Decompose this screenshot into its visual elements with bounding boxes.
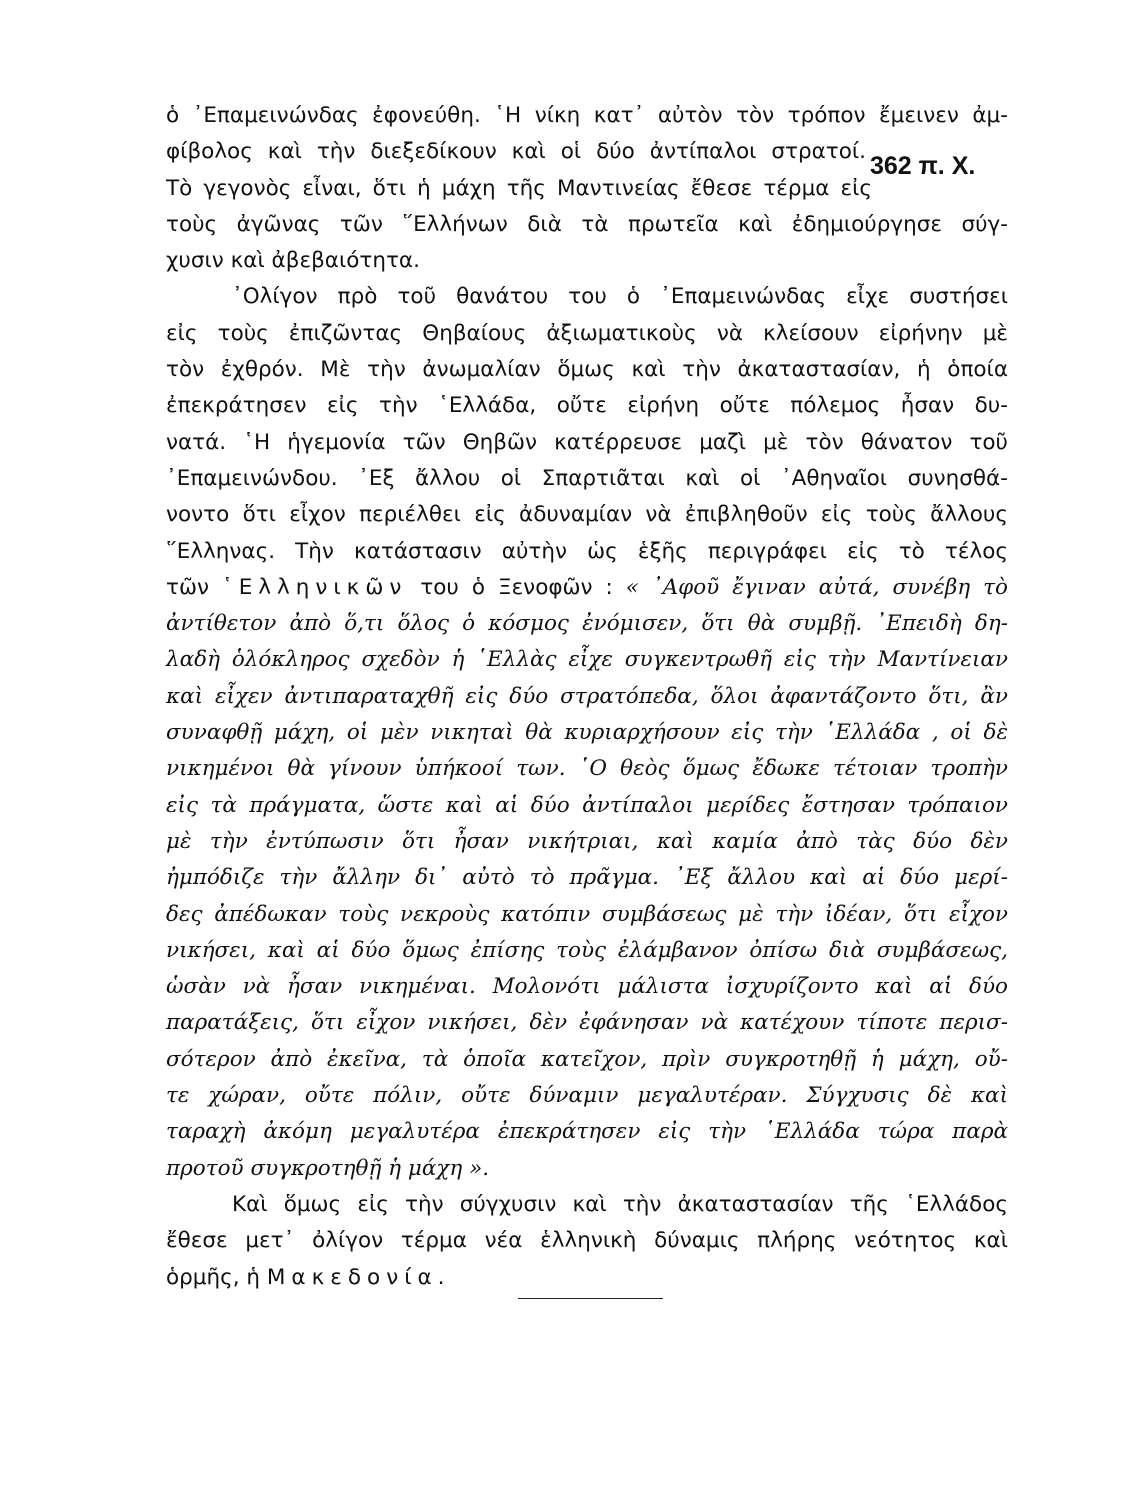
text-line: εἰς τοὺς ἐπιζῶντας Θηβαίους ἀξιωματικοὺς νὰ κλείσουν εἰρήνην μὲ xyxy=(166,320,1008,346)
quote-start: « ᾿Αφοῦ ἔγιναν αὐτά, συνέβη τὸ xyxy=(625,574,1008,600)
text-line: ᾿Ολίγον πρὸ τοῦ θανάτου του ὁ ᾿Επαμεινώνδας εἶχε συστήσει xyxy=(232,284,1008,310)
text-line: νατά. ῾Η ἡγεμονία τῶν Θηβῶν κατέρρευσε μαζὶ μὲ τὸν θάνατον τοῦ xyxy=(166,429,1008,455)
text-line: τὸν ἐχθρόν. Μὲ τὴν ἀνωμαλίαν ὅμως καὶ τὴν ἀκαταστασίαν, ἡ ὁποία xyxy=(166,357,1008,383)
quote-line: καὶ εἶχεν ἀντιπαραταχθῆ εἰς δύο στρατόπεδα, ὅλοι ἀφαντάζοντο ὅτι, ἂν xyxy=(166,683,1008,709)
quote-line: νικήσει, καὶ αἱ δύο ὅμως ἐπίσης τοὺς ἐλάμβανον ὀπίσω διὰ συμβάσεως, xyxy=(166,937,1008,963)
text-fragment: τῶν xyxy=(166,574,209,600)
text-fragment: ὁρμῆς, ἡ xyxy=(166,1264,261,1290)
quote-line: λαδὴ ὁλόκληρος σχεδὸν ἡ ῾Ελλὰς εἶχε συγκεντρωθῆ εἰς τὴν Μαντίνειαν xyxy=(166,647,1008,673)
quote-line: παρατάξεις, ὅτι εἶχον νικήσει, δὲν ἐφάνησαν νὰ κατέχουν τίποτε περισ- xyxy=(166,1010,1008,1036)
quote-line: ἀντίθετον ἀπὸ ὅ,τι ὅλος ὁ κόσμος ἐνόμισεν, ὅτι θὰ συμβῇ. ᾿Επειδὴ δη- xyxy=(166,611,1008,637)
quote-line: ταραχὴ ἀκόμη μεγαλυτέρα ἐπεκράτησεν εἰς τὴν ῾Ελλάδα τώρα παρὰ xyxy=(166,1119,1008,1145)
margin-date-note: 362 π. Χ. xyxy=(870,152,976,180)
spaced-title-hellenika: ῾Ελληνικῶν xyxy=(221,574,408,600)
text-line: Τὸ γεγονὸς εἶναι, ὅτι ἡ μάχη τῆς Μαντινείας ἔθεσε τέρμα εἰς xyxy=(166,175,872,201)
quote-line: μὲ τὴν ἐντύπωσιν ὅτι ἦσαν νικήτριαι, καὶ καμία ἀπὸ τὰς δύο δὲν xyxy=(166,828,1008,854)
quote-line: προτοῦ συγκροτηθῇ ἡ μάχη ». xyxy=(166,1155,490,1181)
end-rule-divider xyxy=(518,1298,663,1299)
text-fragment: του ὁ Ξενοφῶν : xyxy=(420,574,613,600)
text-line-final xyxy=(166,1260,1008,1296)
quote-line: τε χώραν, οὔτε πόλιν, οὔτε δύναμιν μεγαλυτέραν. Σύγχυσις δὲ καὶ xyxy=(166,1083,1008,1109)
quote-line: συναφθῇ μάχη, οἱ μὲν νικηταὶ θὰ κυριαρχήσουν εἰς τὴν ῾Ελλάδα , οἱ δὲ xyxy=(166,720,1008,746)
text-line: ὁ ᾿Επαμεινώνδας ἐφονεύθη. ῾Η νίκη κατ᾿ αὐτὸν τὸν τρόπον ἔμεινεν ἀμ- xyxy=(166,103,1008,128)
main-text xyxy=(166,98,1008,1296)
text-line: ἐπεκράτησεν εἰς τὴν ῾Ελλάδα, οὔτε εἰρήνη οὔτε πόλεμος ἦσαν δυ- xyxy=(166,393,1008,419)
text-line: χυσιν καὶ ἀβεβαιότητα. xyxy=(166,248,420,274)
text-line: τοὺς ἀγῶνας τῶν ῞Ελλήνων διὰ τὰ πρωτεῖα καὶ ἐδημιούργησε σύγ- xyxy=(166,211,1008,237)
text-line: ἔθεσε μετ᾿ ὀλίγον τέρμα νέα ἑλληνικὴ δύναμις πλήρης νεότητος καὶ xyxy=(166,1228,1008,1254)
text-line: νοντο ὅτι εἶχον περιέλθει εἰς ἀδυναμίαν νὰ ἐπιβληθοῦν εἰς τοὺς ἄλλους xyxy=(166,502,1008,528)
quote-line: δες ἀπέδωκαν τοὺς νεκροὺς κατόπιν συμβάσεως μὲ τὴν ἰδέαν, ὅτι εἶχον xyxy=(166,901,1008,927)
text-line: φίβολος καὶ τὴν διεξεδίκουν καὶ οἱ δύο ἀντίπαλοι στρατοί. xyxy=(166,139,866,165)
quote-line: σότερον ἀπὸ ἐκεῖνα, τὰ ὁποῖα κατεῖχον, πρὶν συγκροτηθῇ ἡ μάχη, οὔ- xyxy=(166,1046,1008,1072)
text-line-hellenika xyxy=(166,570,1008,606)
quote-line: νικημένοι θὰ γίνουν ὑπήκοοί των. ῾Ο θεὸς ὅμως ἔδωκε τέτοιαν τροπὴν xyxy=(166,756,1008,782)
quote-line: εἰς τὰ πράγματα, ὥστε καὶ αἱ δύο ἀντίπαλοι μερίδες ἔστησαν τρόπαιον xyxy=(166,792,1008,818)
text-line: Καὶ ὅμως εἰς τὴν σύγχυσιν καὶ τὴν ἀκαταστασίαν τῆς ῾Ελλάδος xyxy=(232,1191,1008,1217)
quote-line: ὡσὰν νὰ ἦσαν νικημέναι. Μολονότι μάλιστα ἰσχυρίζοντο καὶ αἱ δύο xyxy=(166,974,1008,1000)
spaced-word-macedonia: Μακεδονία. xyxy=(266,1264,451,1290)
text-line: ῞Ελληνας. Τὴν κατάστασιν αὐτὴν ὡς ἑξῆς περιγράφει εἰς τὸ τέλος xyxy=(166,538,1008,564)
quote-line: ἠμπόδιζε τὴν ἄλλην δι᾿ αὐτὸ τὸ πρᾶγμα. ᾿Εξ ἄλλου καὶ αἱ δύο μερί- xyxy=(166,865,1008,891)
text-line: ᾿Επαμεινώνδου. ᾿Εξ ἄλλου οἱ Σπαρτιᾶται καὶ οἱ ᾿Αθηναῖοι συνησθά- xyxy=(166,465,1008,491)
